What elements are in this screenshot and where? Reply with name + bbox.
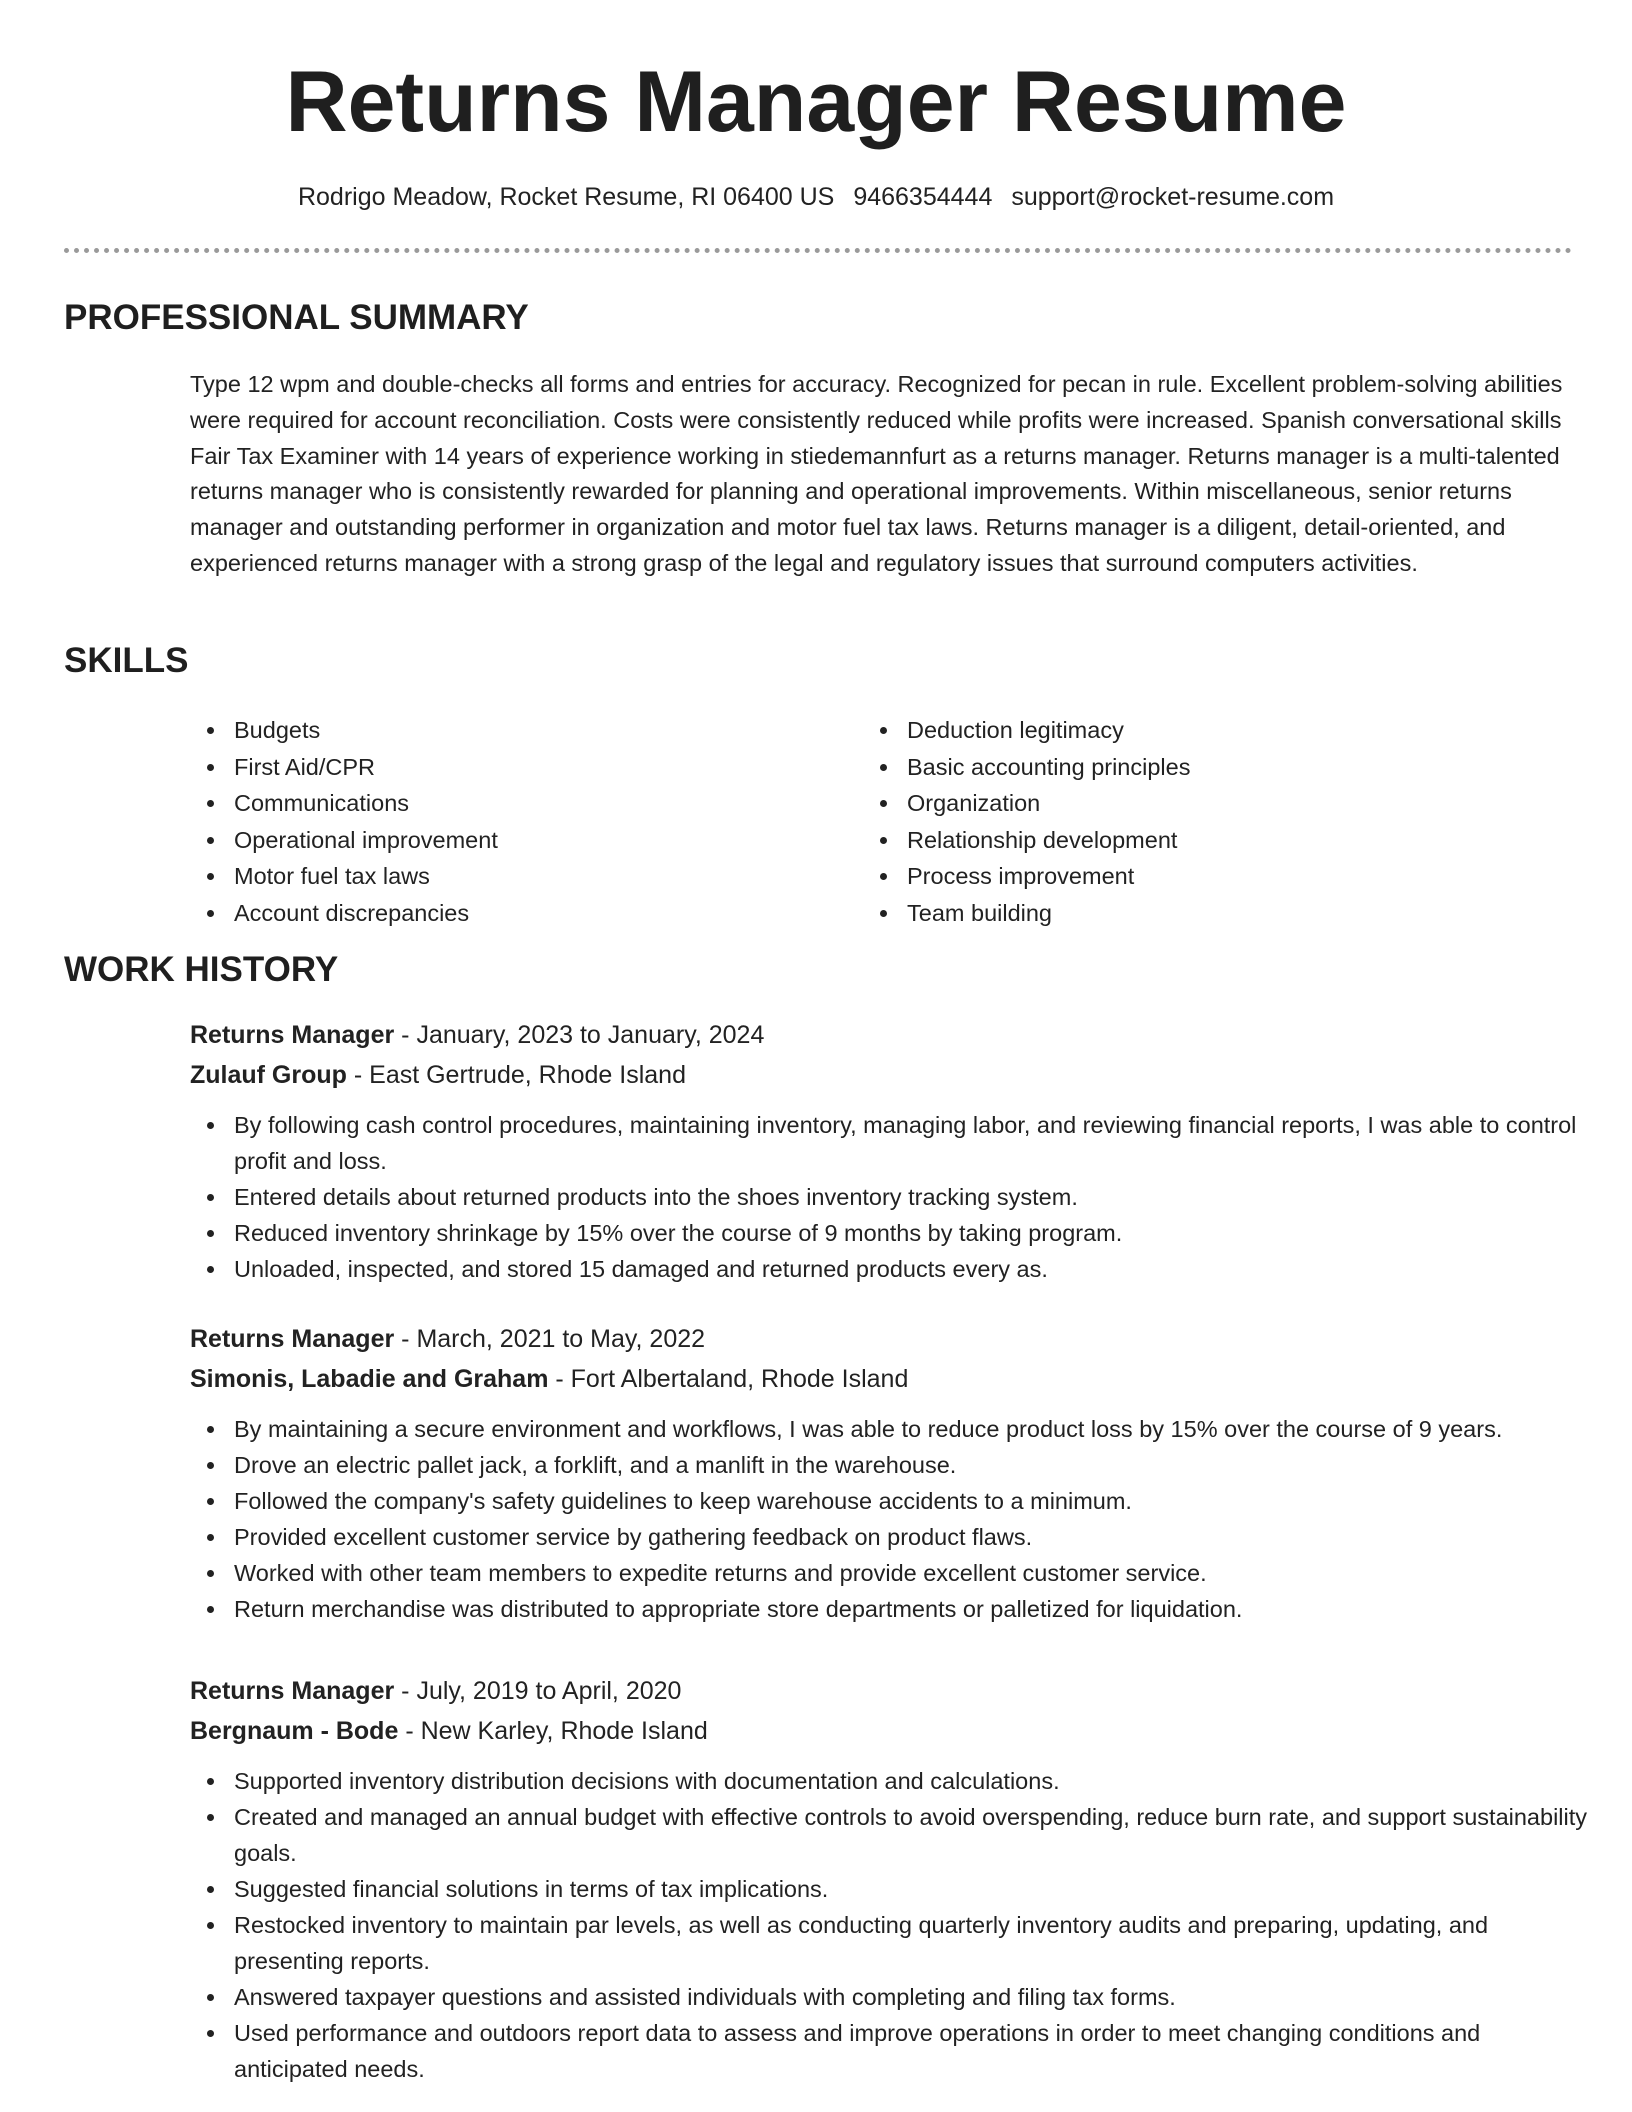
job-entry (190, 1319, 1590, 1627)
job-bullet: Unloaded, inspected, and stored 15 damaged and returned products every as. (190, 1251, 1590, 1287)
skill-item: Motor fuel tax laws (190, 858, 810, 895)
work-heading: WORK HISTORY (64, 950, 339, 989)
job-company: Simonis, Labadie and Graham (190, 1365, 549, 1393)
job-bullet: Restocked inventory to maintain par levels, as well as conducting quarterly inventory audits and preparing, updating, and presenting reports. (190, 1907, 1590, 1979)
skills-heading: SKILLS (64, 641, 189, 680)
job-bullet: By following cash control procedures, maintaining inventory, managing labor, and reviewing financial reports, I was able to control profit and loss. (190, 1107, 1590, 1179)
job-bullets (190, 1107, 1590, 1287)
job-title: Returns Manager (190, 1325, 395, 1353)
summary-heading: PROFESSIONAL SUMMARY (64, 298, 529, 337)
contact-phone: 9466354444 (853, 183, 993, 211)
job-bullet: Supported inventory distribution decisions with documentation and calculations. (190, 1763, 1590, 1799)
skills-list-left (190, 712, 810, 931)
header-divider (64, 248, 1572, 253)
job-bullet: Created and managed an annual budget with effective controls to avoid overspending, reduce burn rate, and support sustainability goals. (190, 1799, 1590, 1871)
skill-item: First Aid/CPR (190, 749, 810, 786)
job-bullet: Entered details about returned products into the shoes inventory tracking system. (190, 1179, 1590, 1215)
job-title-line (190, 1015, 1590, 1055)
job-bullet: Suggested financial solutions in terms of tax implications. (190, 1871, 1590, 1907)
skill-item: Operational improvement (190, 822, 810, 859)
skill-item: Team building (863, 895, 1483, 932)
job-title-line (190, 1319, 1590, 1359)
job-bullet: Used performance and outdoors report data to assess and improve operations in order to meet changing conditions and anticipated needs. (190, 2015, 1590, 2087)
job-title-line (190, 1671, 1590, 1711)
job-bullet: Worked with other team members to expedite returns and provide excellent customer service. (190, 1555, 1590, 1591)
job-bullet: Drove an electric pallet jack, a forklift, and a manlift in the warehouse. (190, 1447, 1590, 1483)
job-entry (190, 1015, 1590, 1287)
job-bullets (190, 1411, 1590, 1627)
job-bullet: Reduced inventory shrinkage by 15% over the course of 9 months by taking program. (190, 1215, 1590, 1251)
job-bullet: Followed the company's safety guidelines to keep warehouse accidents to a minimum. (190, 1483, 1590, 1519)
page-title: Returns Manager Resume (285, 54, 1347, 150)
job-dates: - March, 2021 to May, 2022 (401, 1325, 706, 1353)
job-bullets (190, 1763, 1590, 2087)
skill-item: Budgets (190, 712, 810, 749)
job-location: - East Gertrude, Rhode Island (353, 1061, 686, 1089)
job-title: Returns Manager (190, 1021, 395, 1049)
contact-address: Rodrigo Meadow, Rocket Resume, RI 06400 US (297, 183, 835, 211)
skill-item: Communications (190, 785, 810, 822)
job-company: Zulauf Group (190, 1061, 347, 1089)
summary-text: Type 12 wpm and double-checks all forms and entries for accuracy. Recognized for pecan in rule. Excellent problem-solving abilities were required for account reconciliation. Costs were consistently reduced while profits were increased. Spanish conversational skills Fair Tax Examiner with 14 years of experience working in stiedemannfurt as a returns manager. Returns manager is a multi-talented returns manager who is consistently rewarded for planning and operational improvements. Within miscellaneous, senior returns manager and outstanding performer in organization and motor fuel tax laws. Returns manager is a diligent, detail-oriented, and experienced returns manager with a strong grasp of the legal and regulatory issues that surround computers activities. (190, 371, 1563, 576)
skill-item: Basic accounting principles (863, 749, 1483, 786)
job-bullet: Return merchandise was distributed to appropriate store departments or palletized for liquidation. (190, 1591, 1590, 1627)
job-location: - Fort Albertaland, Rhode Island (555, 1365, 909, 1393)
job-location: - New Karley, Rhode Island (405, 1717, 708, 1745)
job-company: Bergnaum - Bode (190, 1717, 399, 1745)
job-entry (190, 1671, 1590, 2087)
job-bullet: Answered taxpayer questions and assisted individuals with completing and filing tax forms. (190, 1979, 1590, 2015)
job-company-line (190, 1055, 1590, 1095)
contact-line (0, 180, 1632, 214)
job-title: Returns Manager (190, 1677, 395, 1705)
skill-item: Organization (863, 785, 1483, 822)
skill-item: Process improvement (863, 858, 1483, 895)
job-bullet: Provided excellent customer service by gathering feedback on product flaws. (190, 1519, 1590, 1555)
job-dates: - January, 2023 to January, 2024 (401, 1021, 765, 1049)
job-dates: - July, 2019 to April, 2020 (401, 1677, 682, 1705)
job-company-line (190, 1711, 1590, 1751)
job-company-line (190, 1359, 1590, 1399)
skill-item: Account discrepancies (190, 895, 810, 932)
skill-item: Deduction legitimacy (863, 712, 1483, 749)
contact-email: support@rocket-resume.com (1011, 183, 1335, 211)
skills-list-right (863, 712, 1483, 931)
job-bullet: By maintaining a secure environment and workflows, I was able to reduce product loss by 15% over the course of 9 years. (190, 1411, 1590, 1447)
skill-item: Relationship development (863, 822, 1483, 859)
